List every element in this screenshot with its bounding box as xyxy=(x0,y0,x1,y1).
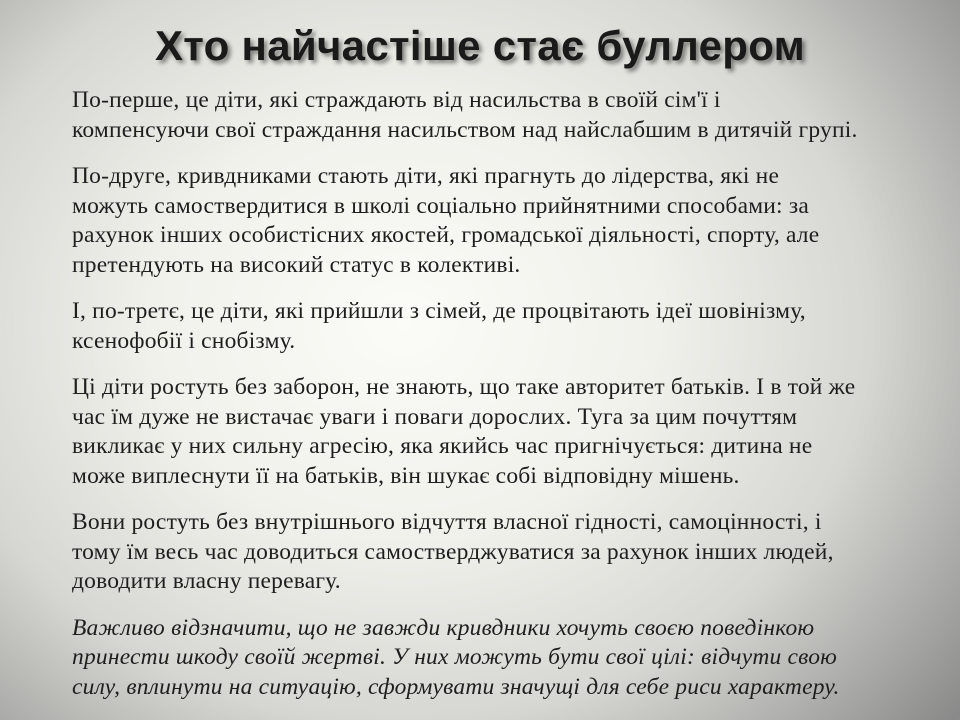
text-line: І, по-третє, це діти, які прийшли з сімей, де процвітають ідеї шовінізму, xyxy=(72,298,806,324)
text-line: По-друге, кривдниками стають діти, які прагнуть до лідерства, які не xyxy=(72,163,780,189)
paragraph-3 xyxy=(72,297,932,356)
text-line: може виплеснути її на батьків, він шукає собі відповідну мішень. xyxy=(72,462,740,489)
text-line: можуть самоствердитися в школі соціально прийнятними способами: за xyxy=(72,192,809,219)
paragraph-6 xyxy=(72,614,932,703)
text-line: Важливо відзначити, що не завжди кривдники хочуть своєю поведінкою xyxy=(72,614,815,641)
text-line: По-перше, це діти, які страждають від насильства в своїй сім'ї і xyxy=(72,87,721,113)
text-line: компенсуючи свої страждання насильством над найслабшим в дитячій групі. xyxy=(72,116,858,143)
text-line: принести шкоду своїй жертві. У них можуть бути свої цілі: відчути свою xyxy=(72,644,837,670)
text-line: тому їм весь час доводиться самостверджуватися за рахунок інших людей, xyxy=(72,538,834,565)
text-line: силу, вплинути на ситуацію, сформувати значущі для себе риси характеру. xyxy=(72,673,840,700)
paragraph-1 xyxy=(72,86,932,145)
text-line: викликає у них сильну агресію, яка якийсь час пригнічується: дитина не xyxy=(72,433,813,459)
text-line: Ці діти ростуть без заборон, не знають, що таке авторитет батьків. І в той же xyxy=(72,374,856,400)
text-line: час їм дуже не вистачає уваги і поваги дорослих. Туга за цим почуттям xyxy=(72,403,798,430)
text-line: Вони ростуть без внутрішнього відчуття власної гідності, самоцінності, і xyxy=(72,509,822,535)
text-line: претендують на високий статус в колективі. xyxy=(72,251,521,278)
text-line: ксенофобії і снобізму. xyxy=(72,327,296,354)
paragraph-2 xyxy=(72,162,932,280)
paragraph-4 xyxy=(72,373,932,491)
paragraph-5 xyxy=(72,508,932,597)
text-line: доводити власну перевагу. xyxy=(72,568,341,594)
text-line: рахунок інших особистісних якостей, громадської діяльності, спорту, але xyxy=(72,222,820,248)
slide-body xyxy=(72,86,932,719)
slide-title: Хто найчастіше стає буллером xyxy=(154,22,805,69)
